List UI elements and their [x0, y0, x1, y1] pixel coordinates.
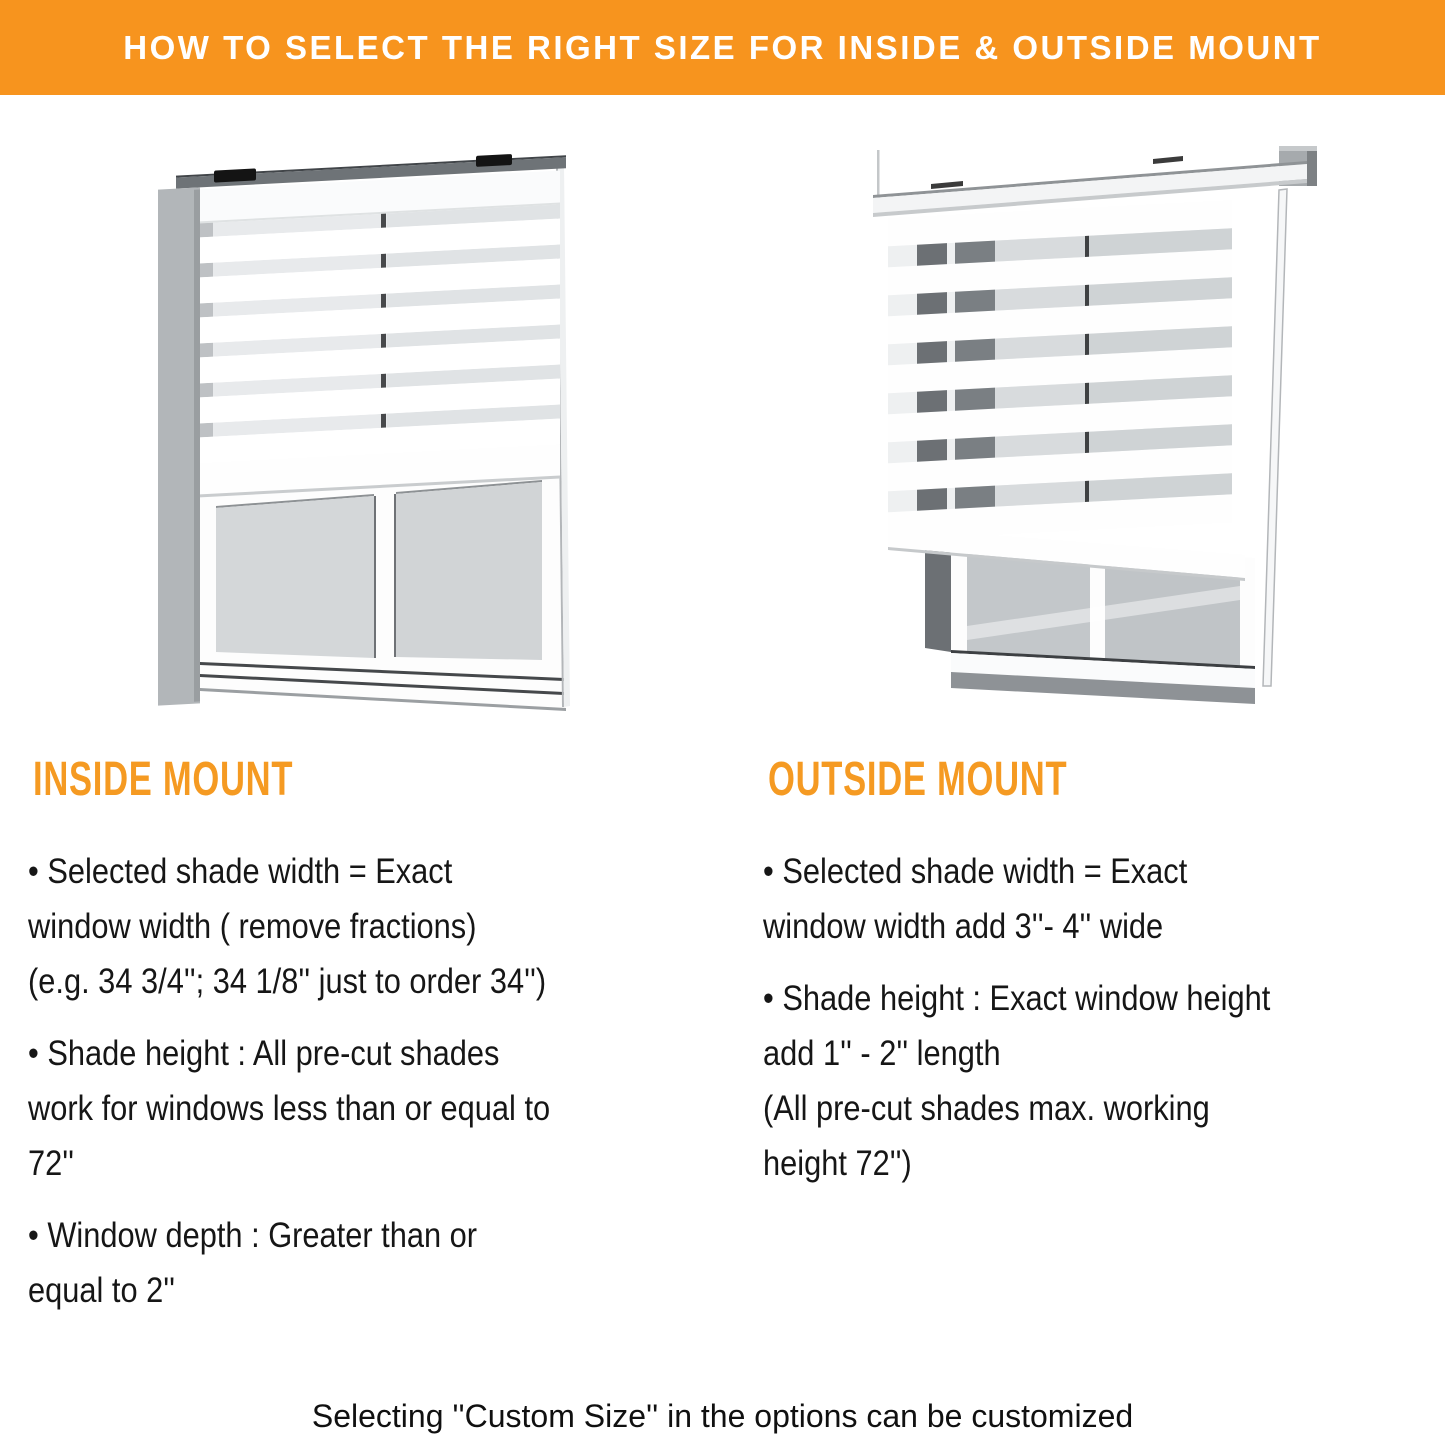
wall-anchor-mark [1153, 156, 1183, 164]
outside-mount-figure [855, 138, 1335, 738]
zebra-shade [888, 200, 1232, 540]
footer-note: Selecting ''Custom Size'' in the options can be customized [311, 1398, 1134, 1434]
bullet-line: • Shade height : All pre-cut shades [28, 1034, 500, 1073]
bullet-line: add 1'' - 2'' length [763, 1034, 1001, 1073]
bullet-line: window width ( remove fractions) [28, 907, 477, 946]
bullet-line: window width add 3''- 4'' wide [763, 907, 1164, 946]
inside-mount-bullets [28, 844, 732, 1318]
banner-title: HOW TO SELECT THE RIGHT SIZE FOR INSIDE & OUTSIDE MOUNT [123, 28, 1322, 66]
bullet-line: • Selected shade width = Exact [28, 852, 453, 891]
inside-mount-heading: INSIDE MOUNT [33, 753, 294, 806]
bullet-line: • Shade height : Exact window height [763, 979, 1271, 1018]
outside-mount-heading: OUTSIDE MOUNT [768, 753, 1068, 806]
mount-bracket [214, 168, 256, 182]
window-glass [967, 550, 1090, 658]
window-left-jamb [925, 542, 951, 652]
outside-mount-bullets [763, 844, 1445, 1191]
bullet-line: equal to 2'' [28, 1271, 176, 1310]
side-rail [1263, 189, 1287, 686]
bullet-line: (e.g. 34 3/4''; 34 1/8'' just to order 34'') [28, 962, 547, 1001]
bullet-line: work for windows less than or equal to [28, 1089, 551, 1128]
window-glass [396, 482, 542, 660]
window-glass [216, 496, 374, 658]
inside-mount-figure [150, 150, 580, 740]
bullet-line: 72'' [28, 1144, 75, 1183]
window-left-jamb [158, 187, 200, 705]
banner [0, 0, 1445, 95]
mount-bracket [476, 154, 512, 167]
bullet-line: • Window depth : Greater than or [28, 1216, 478, 1255]
bullet-line: (All pre-cut shades max. working [763, 1089, 1210, 1128]
wall-anchor-mark [931, 181, 963, 189]
window-lower-section [200, 478, 566, 711]
bullet-line: • Selected shade width = Exact [763, 852, 1188, 891]
bullet-line: height 72'') [763, 1144, 912, 1183]
